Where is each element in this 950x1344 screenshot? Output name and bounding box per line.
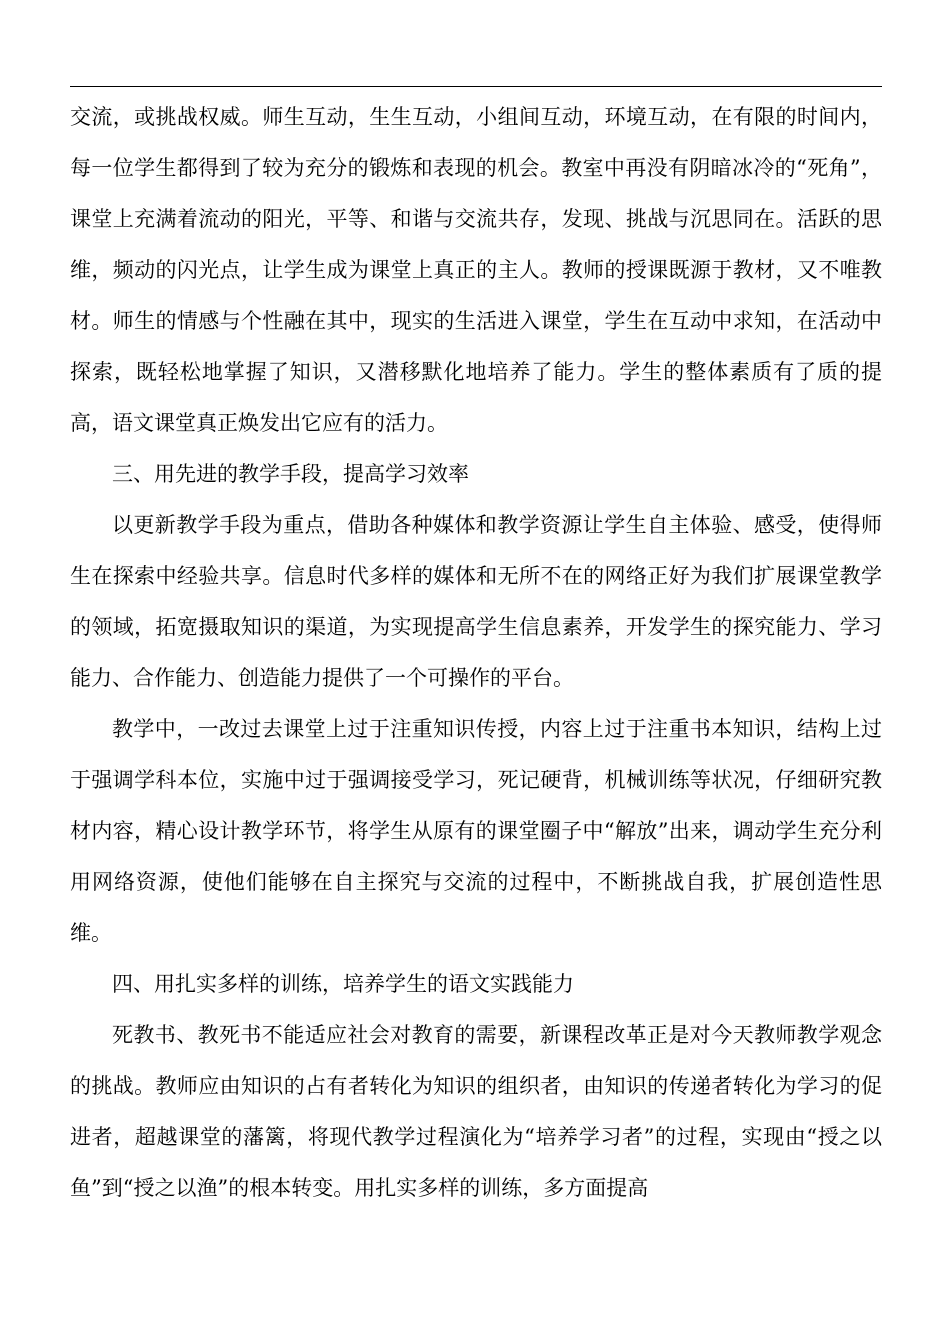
section-heading-3: 三、用先进的教学手段，提高学习效率 (112, 462, 469, 486)
document-body (70, 92, 882, 1214)
paragraph-practice-training: 死教书、教死书不能适应社会对教育的需要，新课程改革正是对今天教师教学观念的挑战。教师应由知识的占有者转化为知识的组织者，由知识的传递者转化为学习的促进者，超越课堂的藩篱，将现代教学过程演化为“培养学习者”的过程，实现由“授之以鱼”到“授之以渔”的根本转变。用扎实多样的训练，多方面提高 (70, 1023, 882, 1200)
header-rule (70, 86, 882, 87)
paragraph-continuation: 交流，或挑战权威。师生互动，生生互动，小组间互动，环境互动，在有限的时间内，每一位学生都得到了较为充分的锻炼和表现的机会。教室中再没有阴暗冰冷的“死角”，课堂上充满着流动的阳光，平等、和谐与交流共存，发现、挑战与沉思同在。活跃的思维，频动的闪光点，让学生成为课堂上真正的主人。教师的授课既源于教材，又不唯教材。师生的情感与个性融在其中，现实的生活进入课堂，学生在互动中求知，在活动中探索，既轻松地掌握了知识，又潜移默化地培养了能力。学生的整体素质有了质的提高，语文课堂真正焕发出它应有的活力。 (70, 105, 882, 435)
section-heading-4: 四、用扎实多样的训练，培养学生的语文实践能力 (112, 972, 574, 996)
paragraph-teaching-reform: 教学中，一改过去课堂上过于注重知识传授，内容上过于注重书本知识，结构上过于强调学科本位，实施中过于强调接受学习，死记硬背，机械训练等状况，仔细研究教材内容，精心设计教学环节，将学生从原有的课堂圈子中“解放”出来，调动学生充分利用网络资源，使他们能够在自主探究与交流的过程中，不断挑战自我，扩展创造性思维。 (70, 717, 882, 945)
paragraph-teaching-means: 以更新教学手段为重点，借助各种媒体和教学资源让学生自主体验、感受，使得师生在探索中经验共享。信息时代多样的媒体和无所不在的网络正好为我们扩展课堂教学的领域，拓宽摄取知识的渠道，为实现提高学生信息素养，开发学生的探究能力、学习能力、合作能力、创造能力提供了一个可操作的平台。 (70, 513, 882, 690)
